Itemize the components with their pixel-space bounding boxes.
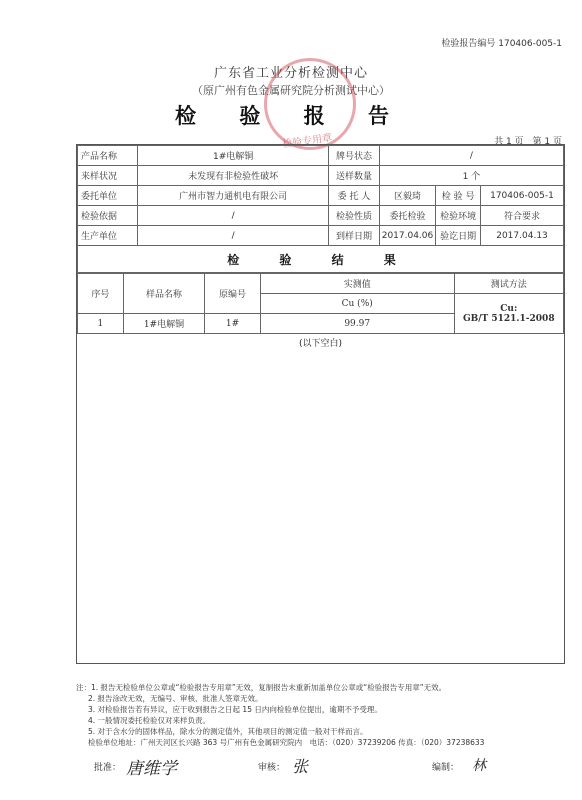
- address-line: 检验单位地址：广州天河区长兴路 363 号广州有色金属研究院内 电话：（020）37239206 传真：（020）37238633: [88, 738, 485, 747]
- nature-value: 委托检验: [379, 206, 436, 226]
- basis-label: 检验依据: [78, 206, 138, 226]
- agent-label: 委 托 人: [329, 186, 380, 206]
- quantity-label: 送样数量: [329, 166, 380, 186]
- method-element: Cu:: [500, 303, 518, 314]
- col-measured-header: 实测值: [260, 274, 454, 294]
- row-orig-no: 1#: [205, 314, 261, 334]
- compile-label: 编制：: [432, 763, 460, 773]
- unit-header: Cu (%): [260, 294, 454, 314]
- producer-label: 生产单位: [78, 226, 138, 246]
- review-signature: 张: [292, 757, 309, 776]
- col-name-header: 样品名称: [123, 274, 204, 314]
- info-table: [77, 145, 564, 273]
- report-number: 检验报告编号 170406-005-1: [441, 39, 562, 49]
- report-frame: [76, 144, 565, 664]
- nature-label: 检验性质: [329, 206, 380, 226]
- finish-value: 2017.04.13: [481, 226, 564, 246]
- blank-note: (以下空白): [298, 339, 343, 349]
- product-label: 产品名称: [78, 146, 138, 166]
- organization-subtitle: （原广州有色金属研究院分析测试中心）: [192, 84, 390, 97]
- results-table: [77, 273, 564, 334]
- page-info: 共 1 页 第 1 页: [494, 137, 562, 147]
- note-line: 3. 对检验报告若有异议，应于收到报告之日起 15 日内向检验单位提出，逾期不予受理。: [88, 705, 382, 714]
- brand-value: /: [379, 146, 563, 166]
- row-sample-name: 1#电解铜: [123, 314, 204, 334]
- info-row: [78, 146, 564, 166]
- note-line: 4. 一般情况委托检验仅对来样负责。: [88, 716, 211, 725]
- note-line: 5. 对于含水分的固体样品，除水分的测定值外，其他项目的测定值一般对干样而言。: [88, 727, 368, 736]
- client-value: 广州市智力通机电有限公司: [138, 186, 329, 206]
- finish-label: 验讫日期: [436, 226, 481, 246]
- test-no-label: 检 验 号: [436, 186, 481, 206]
- info-row: [78, 226, 564, 246]
- env-value: 符合要求: [481, 206, 564, 226]
- sample-status-label: 来样状况: [78, 166, 138, 186]
- method-standard: GB/T 5121.1-2008: [462, 313, 555, 324]
- organization-name: 广东省工业分析检测中心: [213, 66, 368, 81]
- producer-value: /: [138, 226, 329, 246]
- row-cu-value: 99.97: [260, 314, 454, 334]
- col-orig-header: 原编号: [205, 274, 261, 314]
- product-value: 1#电解铜: [138, 146, 329, 166]
- arrival-value: 2017.04.06: [379, 226, 436, 246]
- results-title: 检 验 结 果: [78, 246, 564, 273]
- info-row: [78, 166, 564, 186]
- compile-signature: 林: [472, 758, 486, 774]
- sample-status-value: 未发现有非检验性破坏: [138, 166, 329, 186]
- basis-value: /: [138, 206, 329, 226]
- quantity-value: 1 个: [379, 166, 563, 186]
- note-line: 注：1. 报告无检验单位公章或“检验报告专用章”无效，复制报告未重新加盖单位公章或“检验报告专用章”无效。: [76, 683, 447, 692]
- test-no-value: 170406-005-1: [481, 186, 564, 206]
- review-label: 审核：: [258, 763, 286, 773]
- report-title: 检 验 报 告: [175, 103, 407, 128]
- row-no: 1: [78, 314, 124, 334]
- approve-signature: 唐维学: [126, 759, 177, 779]
- client-label: 委托单位: [78, 186, 138, 206]
- env-label: 检验环境: [436, 206, 481, 226]
- seal-text: 检验专用章: [281, 132, 333, 151]
- approve-label: 批准：: [94, 763, 122, 773]
- arrival-label: 到样日期: [329, 226, 380, 246]
- col-method-header: 测试方法: [454, 274, 563, 294]
- info-row: [78, 186, 564, 206]
- agent-value: 区毅琦: [379, 186, 436, 206]
- col-no-header: 序号: [78, 274, 124, 314]
- notes-section: [76, 682, 565, 748]
- brand-label: 牌号状态: [329, 146, 380, 166]
- info-row: [78, 206, 564, 226]
- note-line: 2. 报告涂改无效，无编号、审核、批准人签章无效。: [88, 694, 263, 703]
